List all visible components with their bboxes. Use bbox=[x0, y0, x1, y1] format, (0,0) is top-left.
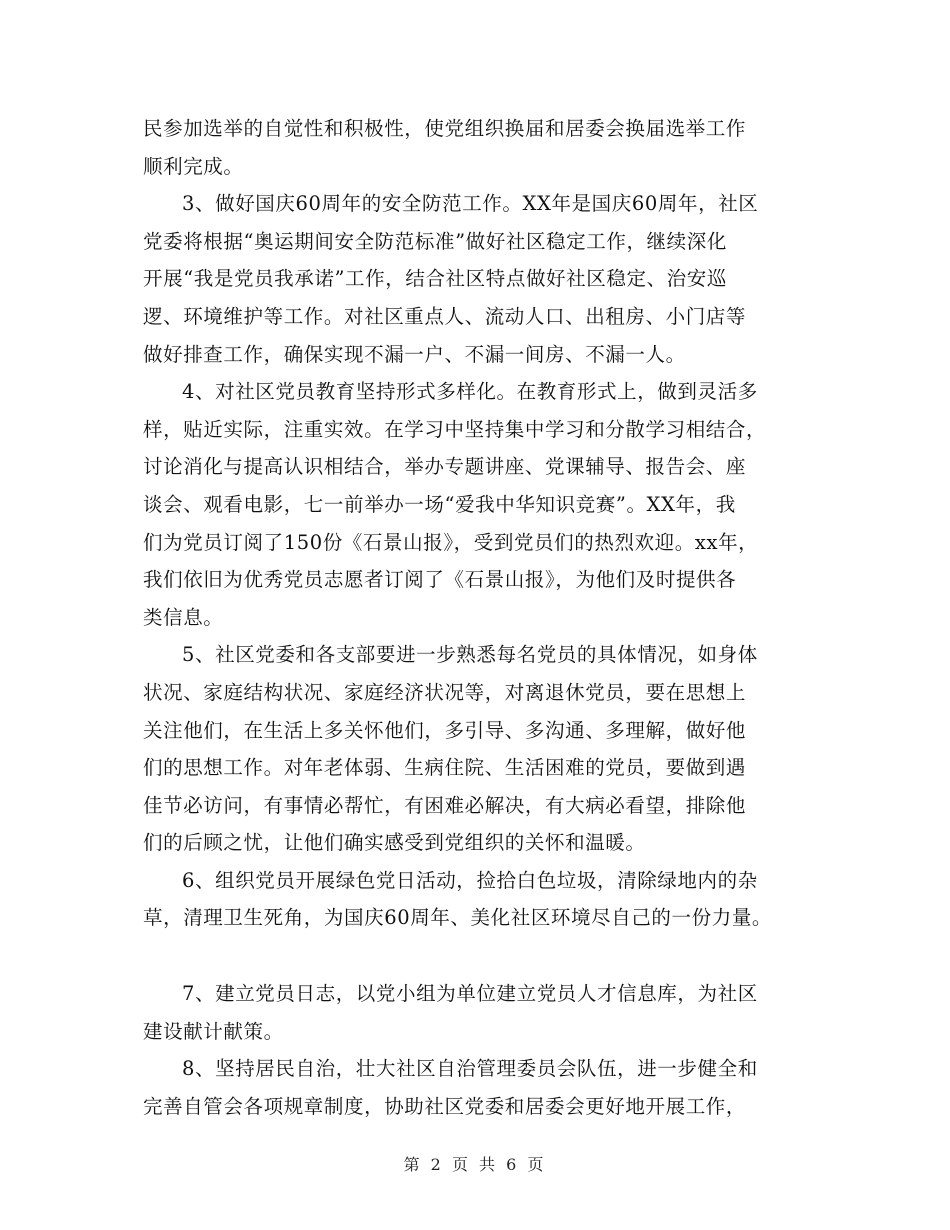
text-line: 草，清理卫生死角，为国庆60周年、美化社区环境尽自己的一份力量。 bbox=[143, 906, 773, 930]
text-line: 顺利完成。 bbox=[143, 154, 244, 178]
text-line: 完善自管会各项规章制度，协助社区党委和居委会更好地开展工作， bbox=[143, 1094, 747, 1118]
paragraph-6-start: 6、组织党员开展绿色党日活动，捡拾白色垃圾，清除绿地内的杂 bbox=[182, 868, 758, 892]
paragraph-4-start: 4、对社区党员教育坚持形式多样化。在教育形式上，做到灵活多 bbox=[182, 380, 758, 404]
paragraph-8-start: 8、坚持居民自治，壮大社区自治管理委员会队伍，进一步健全和 bbox=[182, 1057, 758, 1081]
text-line: 做好排查工作，确保实现不漏一户、不漏一间房、不漏一人。 bbox=[143, 342, 686, 366]
page-number-footer: 第 2 页 共 6 页 bbox=[403, 1155, 547, 1174]
paragraph-7-start: 7、建立党员日志，以党小组为单位建立党员人才信息库，为社区 bbox=[182, 982, 758, 1006]
paragraph-3-start: 3、做好国庆60周年的安全防范工作。XX年是国庆60周年，社区 bbox=[182, 192, 759, 216]
text-line: 讨论消化与提高认识相结合，举办专题讲座、党课辅导、报告会、座 bbox=[143, 455, 747, 479]
text-line: 类信息。 bbox=[143, 605, 224, 629]
text-line: 们的后顾之忧，让他们确实感受到党组织的关怀和温暖。 bbox=[143, 831, 646, 855]
paragraph-5-start: 5、社区党委和各支部要进一步熟悉每名党员的具体情况，如身体 bbox=[182, 643, 758, 667]
document-body bbox=[143, 110, 813, 1125]
paragraph-gap bbox=[143, 937, 813, 975]
text-line: 逻、环境维护等工作。对社区重点人、流动人口、出租房、小门店等 bbox=[143, 304, 747, 328]
text-line: 关注他们，在生活上多关怀他们，多引导、多沟通、多理解，做好他 bbox=[143, 718, 747, 742]
text-line: 建设献计献策。 bbox=[143, 1019, 284, 1043]
text-line: 我们依旧为优秀党员志愿者订阅了《石景山报》，为他们及时提供各 bbox=[143, 568, 737, 592]
text-line: 谈会、观看电影，七一前举办一场“爱我中华知识竞赛”。XX年，我 bbox=[143, 492, 736, 516]
text-line: 们为党员订阅了150份《石景山报》，受到党员们的热烈欢迎。xx年， bbox=[143, 530, 759, 554]
text-line: 开展“我是党员我承诺”工作，结合社区特点做好社区稳定、治安巡 bbox=[143, 267, 727, 291]
text-line: 民参加选举的自觉性和积极性，使党组织换届和居委会换届选举工作 bbox=[143, 117, 747, 140]
text-line: 样，贴近实际，注重实效。在学习中坚持集中学习和分散学习相结合， bbox=[143, 417, 767, 441]
text-line: 党委将根据“奥运期间安全防范标准”做好社区稳定工作，继续深化 bbox=[143, 229, 727, 253]
text-line: 们的思想工作。对年老体弱、生病住院、生活困难的党员，要做到遇 bbox=[143, 756, 747, 780]
text-line: 佳节必访问，有事情必帮忙，有困难必解决，有大病必看望，排除他 bbox=[143, 793, 747, 817]
text-line: 状况、家庭结构状况、家庭经济状况等，对离退休党员，要在思想上 bbox=[143, 680, 747, 704]
